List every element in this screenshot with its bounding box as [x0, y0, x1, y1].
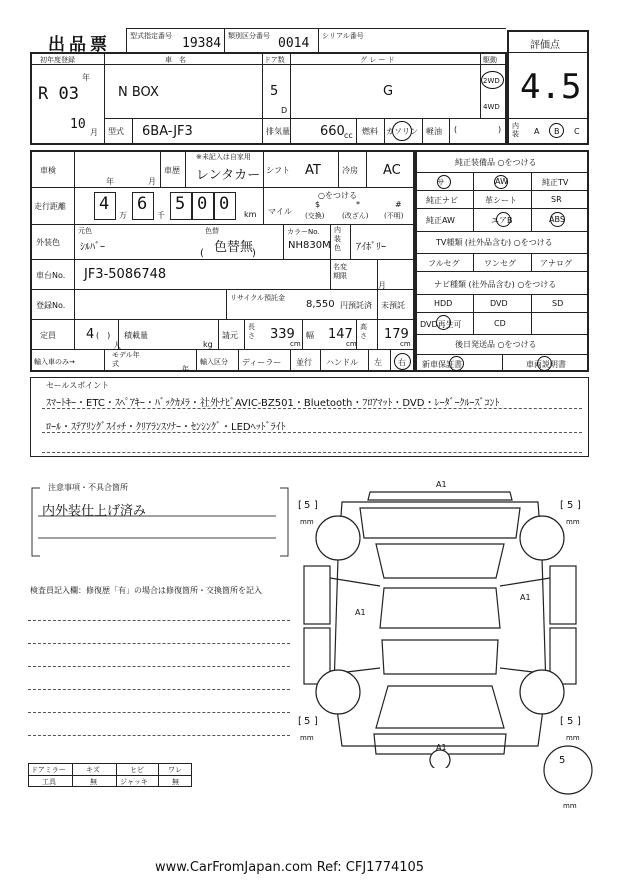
damage-a1-bottom: A1: [436, 743, 447, 752]
import-label: 輸入車のみ→: [34, 358, 75, 366]
equipment-line: [415, 334, 589, 335]
interior-color-label: 内装色: [334, 226, 341, 252]
invoice-label: 請元: [222, 331, 238, 340]
vehicle-col-line: [507, 118, 508, 145]
inspection-col-line: [226, 289, 227, 319]
drive-4wd: 4WD: [483, 103, 500, 111]
tv-analog: アナログ: [540, 259, 572, 268]
interior-c: C: [574, 127, 580, 136]
interior-a: A: [534, 127, 540, 136]
legend-jack-status: 無: [172, 778, 179, 786]
legend-tool: 工具: [42, 778, 56, 786]
meter-hash: #: [395, 200, 402, 209]
sheet-title: 出品票: [48, 35, 111, 55]
fuel-paren-open: (: [454, 125, 458, 134]
fuel-label: 燃料: [362, 127, 378, 136]
sen-unit: 千: [157, 211, 165, 220]
navi-type-title: ナビ種類 (社外品含む) ○をつける: [434, 280, 557, 289]
chassis-value: JF3-5086748: [84, 267, 167, 282]
sales-points-line1: ｽﾏｰﾄｷｰ・ETC・ｽﾍﾟｱｷｰ・ﾊﾞｯｸｶﾒﾗ・社外ﾅﾋﾞAVIC-BZ501・Bluetooth・ﾌﾛｱﾏｯﾄ・DVD・ﾚｰﾀﾞｰｸﾙｰｽﾞｺﾝﾄ: [46, 398, 500, 409]
grade-value: G: [383, 84, 394, 99]
equipment-line: [415, 231, 589, 232]
model-year-unit: 年: [182, 365, 189, 373]
inspection-col-line: [263, 150, 264, 224]
inspector-line: [28, 689, 290, 690]
capacity-paren: ( ): [96, 331, 111, 340]
import-dealer: ディーラー: [242, 358, 282, 367]
inspection-col-line: [338, 150, 339, 187]
first-reg-label: 初年度登録: [40, 56, 75, 64]
length-label: 長さ: [248, 323, 255, 340]
vehicle-col-line: [290, 52, 291, 145]
tire-tread-fl-unit: mm: [300, 518, 314, 526]
inspection-col-line: [238, 349, 239, 372]
equipment-line: [415, 190, 589, 191]
later-warranty-circle: [449, 356, 464, 371]
tire-tread-fl: 5: [304, 500, 311, 511]
car-name-label: 車 名: [165, 56, 186, 64]
color-paren-close: ): [252, 248, 256, 259]
equip-airbag: エアB: [491, 216, 513, 225]
year-unit: 年: [82, 73, 90, 82]
drive-2wd-circle: [481, 71, 504, 89]
header-divider: [224, 28, 225, 52]
equipment-col: [531, 294, 532, 334]
navi-dvd-play-circle: [436, 315, 451, 330]
tire-tread-rl-open: [: [298, 716, 302, 727]
shaken-year-unit: 年: [106, 177, 114, 186]
later-warranty: 新車保証書: [422, 360, 462, 369]
recycle-label: リサイクル預託金: [230, 294, 286, 302]
vehicle-col-line: [384, 118, 385, 145]
first-reg-month: 10: [70, 117, 86, 132]
tire-tread-fl-open: [: [298, 500, 302, 511]
notes-title: 注意事項・不具合箇所: [48, 483, 128, 492]
sales-points-line2: ﾛｰﾙ・ｽﾃｱﾘﾝｸﾞｽｲｯﾁ・ｸﾘｱﾗﾝｽｿﾅｰ・ｾﾝｼﾝｸﾞ・LEDﾍｯﾄﾞﾗｲﾄ: [46, 422, 286, 433]
mileage-digit: 0: [219, 194, 230, 214]
transfer-label: 名変期限: [333, 263, 347, 280]
inspection-col-line: [350, 224, 351, 259]
equipment-line: [415, 294, 589, 295]
equip-sr: SR: [551, 195, 562, 204]
mileage-digit: 6: [137, 194, 148, 214]
mileage-label: 走行距離: [34, 202, 66, 211]
color-none: 色替無: [214, 240, 254, 255]
inspection-col-line: [196, 349, 197, 372]
car-diagram: [290, 478, 600, 768]
inspection-col-line: [320, 349, 321, 372]
man-unit: 万: [119, 211, 127, 220]
equipment-col: [473, 294, 474, 334]
inspection-row-line: [30, 319, 415, 320]
height-label: 高さ: [360, 323, 367, 340]
model-designation-label: 型式指定番号: [130, 32, 172, 40]
inspection-row-line: [30, 289, 415, 290]
equipment-col: [502, 354, 503, 372]
capacity-value: 4: [86, 327, 95, 342]
inspection-col-line: [244, 319, 245, 349]
equipment-line: [415, 312, 589, 313]
navi-cd: CD: [494, 319, 506, 328]
damage-a1-right: A1: [520, 593, 531, 602]
equip-aw: AW: [495, 177, 508, 186]
sales-points-box: [30, 377, 589, 457]
vehicle-col-line: [422, 118, 423, 145]
inspector-line: [28, 735, 290, 736]
drive-label: 駆動: [483, 56, 497, 64]
mark-note: ○をつける: [318, 191, 357, 200]
handle-right-circle: [394, 353, 411, 370]
handle-left: 左: [374, 358, 382, 367]
inspection-col-line: [160, 150, 161, 187]
history-label: 車歴: [164, 166, 180, 175]
legend-col: [116, 763, 117, 787]
tire-tread-fr-unit: mm: [566, 518, 580, 526]
interior-b: B: [554, 127, 560, 136]
inspection-col-line: [290, 349, 291, 372]
legend-col: [158, 763, 159, 787]
equip-sunroof-circle: [437, 175, 451, 189]
width-cm: cm: [346, 340, 357, 348]
score-divider: [507, 118, 589, 119]
equip-standard-aw: 純正AW: [426, 216, 455, 225]
navi-hdd: HDD: [434, 299, 453, 308]
inspection-row-line: [30, 349, 415, 350]
meter-star: *: [356, 200, 360, 209]
inspector-line: [28, 620, 290, 621]
equipment-line: [415, 253, 589, 254]
inspector-note: 検査員記入欄：修復歴「有」の場合は修復箇所・交換箇所を記入: [30, 586, 262, 595]
equip-standard-navi: 純正ナビ: [426, 196, 458, 205]
tire-tread-fr: 5: [567, 500, 574, 511]
category-value: 0014: [278, 36, 310, 51]
fuel-gasoline: ガソリン: [386, 127, 418, 136]
vehicle-col-line: [104, 52, 105, 145]
displacement-label: 排気量: [266, 127, 290, 136]
length-value: 339: [270, 327, 295, 342]
tire-tread-rr-unit: mm: [566, 734, 580, 742]
shaken-label: 車検: [40, 166, 56, 175]
tv-oneseg: ワンセグ: [484, 259, 516, 268]
later-manual-circle: [537, 356, 552, 371]
inspection-col-line: [368, 349, 369, 372]
color-change-label: 色替: [205, 227, 219, 235]
sales-points-label: セールスポイント: [46, 381, 110, 390]
equipment-col: [473, 172, 474, 231]
vehicle-row-line: [104, 118, 507, 119]
inspection-col-line: [390, 349, 391, 372]
equip-airbag-circle: [496, 212, 511, 227]
shift-label: シフト: [266, 166, 290, 175]
fuel-gasoline-circle: [392, 121, 412, 141]
score-label: 評価点: [530, 40, 560, 51]
tire-tread-fr-close: ]: [577, 500, 581, 511]
category-label: 類別区分番号: [228, 32, 270, 40]
ac-value: AC: [383, 163, 401, 178]
tire-tread-rl-unit: mm: [300, 734, 314, 742]
score-value: 4.5: [520, 67, 582, 107]
sales-dash: [42, 432, 582, 433]
handle-label: ハンドル: [326, 358, 358, 367]
orig-color-label: 元色: [78, 227, 92, 235]
mileage-digit: 4: [99, 194, 110, 214]
meter-exchange: (交換): [305, 212, 325, 220]
shaken-month-unit: 月: [148, 177, 156, 186]
legend-break: ワレ: [168, 766, 182, 774]
sales-dash: [42, 452, 582, 453]
inspection-col-line: [104, 349, 105, 372]
color-paren-open: (: [200, 248, 204, 259]
damage-a1-top: A1: [436, 480, 447, 489]
equip-leather: 革シート: [485, 196, 517, 205]
inspector-line: [28, 643, 290, 644]
doors-value: 5: [270, 84, 279, 99]
later-shipment-title: 後日発送品 ○をつける: [455, 340, 537, 349]
orig-color-value: ｼﾙﾊﾞｰ: [80, 242, 105, 253]
tire-tread-fr-open: [: [560, 500, 564, 511]
vehicle-col-line: [262, 118, 263, 145]
vehicle-col-line: [262, 52, 263, 118]
equipment-line: [415, 271, 589, 272]
month-unit: 月: [90, 128, 98, 137]
equip-aw-circle: [494, 175, 508, 189]
navi-dvd-play: DVD再生可: [420, 320, 462, 329]
equipment-line: [415, 208, 589, 209]
header-divider: [318, 28, 319, 52]
km-unit: km: [244, 210, 257, 219]
notes-line1: 内外装仕上げ済み: [42, 504, 147, 519]
color-no-value: NH830M: [288, 240, 331, 251]
fuel-paren-close: ): [498, 125, 502, 134]
tire-tread-rr-close: ]: [577, 716, 581, 727]
transfer-month-unit: 月: [378, 281, 386, 290]
shift-value: AT: [305, 163, 321, 178]
equip-sunroof: サ: [437, 178, 445, 187]
inspection-row-line: [30, 224, 415, 225]
interior-label: 内装: [512, 122, 519, 138]
history-value: レンタカー: [196, 168, 261, 183]
width-value: 147: [328, 327, 353, 342]
later-manual: 車両説明書: [526, 360, 566, 369]
inspection-row-line: [30, 187, 415, 188]
exterior-color-label: 外装色: [36, 238, 60, 247]
cc-unit: cc: [344, 131, 353, 140]
height-value: 179: [384, 327, 409, 342]
inspection-col-line: [330, 224, 331, 289]
recycle-not: 未預託: [381, 301, 405, 310]
mileage-digit: 0: [197, 194, 208, 214]
spare-tire-value: 5: [559, 755, 566, 766]
meter-mile: マイル: [268, 207, 292, 216]
standard-equipment-title: 純正装備品 ○をつける: [455, 158, 537, 167]
score-divider: [507, 52, 589, 53]
chassis-label: 車台No.: [36, 271, 66, 280]
handle-right: 右: [398, 358, 406, 367]
capacity-label: 定員: [40, 331, 56, 340]
meter-modified: (改ざん): [342, 212, 369, 220]
tire-tread-rr-open: [: [560, 716, 564, 727]
legend-col: [72, 763, 73, 787]
length-cm: cm: [290, 340, 301, 348]
damage-a1-left: A1: [355, 608, 366, 617]
inspection-col-line: [185, 150, 186, 187]
interior-color-value: ｱｲﾎﾞﾘｰ: [356, 242, 386, 253]
equip-abs-circle: [550, 212, 565, 227]
displacement-value: 660: [320, 124, 345, 139]
recycle-deposited: 円預託済: [340, 301, 372, 310]
tire-tread-rl: 5: [304, 716, 311, 727]
equip-standard-tv: 純正TV: [542, 178, 569, 187]
spare-tire-unit: mm: [563, 802, 577, 810]
tire-tread-rl-close: ]: [314, 716, 318, 727]
import-class-label: 輸入区分: [200, 358, 228, 366]
load-label: 積載量: [124, 331, 148, 340]
model-label: 型式: [108, 127, 124, 136]
kg-unit: kg: [203, 340, 213, 349]
legend-scratch: キズ: [86, 766, 100, 774]
grade-label: グ レ ー ド: [360, 56, 395, 64]
inspection-col-line: [74, 150, 75, 349]
width-label: 幅: [306, 331, 314, 340]
fuel-diesel: 軽油: [426, 127, 442, 136]
doors-label: ドア数: [264, 56, 285, 64]
inspector-line: [28, 666, 290, 667]
inspector-line: [28, 712, 290, 713]
vehicle-col-line: [356, 118, 357, 145]
inspection-row-line: [30, 259, 415, 260]
legend-door-mirror: ドアミラー: [31, 766, 66, 774]
legend-crack: ヒビ: [130, 766, 144, 774]
model-value: 6BA-JF3: [142, 124, 193, 139]
tire-tread-rr: 5: [567, 716, 574, 727]
header-divider: [126, 28, 127, 52]
notes-bracket: [26, 480, 296, 560]
inspection-col-line: [377, 259, 378, 349]
vehicle-col-line: [132, 118, 133, 145]
sales-dash: [42, 408, 582, 409]
inspection-col-line: [283, 224, 284, 259]
history-note: ※未記入は自家用: [196, 153, 251, 161]
watermark: www.CarFromJapan.com Ref: CFJ1774105: [155, 860, 425, 875]
mileage-digit: 5: [175, 194, 186, 214]
navi-sd: SD: [552, 299, 564, 308]
equipment-col: [473, 253, 474, 271]
door-type: D: [281, 106, 288, 115]
spare-tire: [538, 740, 598, 800]
color-no-label: カラーNo.: [287, 228, 320, 236]
tv-type-title: TV種類 (社外品含む) ○をつける: [436, 238, 553, 247]
legend-tool-status: 無: [90, 778, 97, 786]
registration-label: 登録No.: [36, 301, 66, 310]
equipment-col: [531, 172, 532, 231]
drive-2wd: 2WD: [483, 77, 500, 85]
tire-tread-fl-close: ]: [314, 500, 318, 511]
equipment-col: [531, 253, 532, 271]
serial-label: シリアル番号: [322, 32, 364, 40]
tv-fullseg: フルセグ: [428, 259, 460, 268]
legend-jack: ジャッキ: [120, 778, 148, 786]
equipment-line: [415, 172, 589, 173]
meter-unknown: (不明): [384, 212, 404, 220]
person-unit: 人: [113, 341, 121, 350]
import-parallel: 並行: [296, 358, 312, 367]
model-year-label: モデル年式: [112, 351, 140, 368]
interior-b-circle: [549, 123, 564, 138]
ac-label: 冷房: [342, 166, 358, 175]
inspection-col-line: [302, 319, 303, 349]
legend-line: [28, 775, 192, 776]
height-cm: cm: [400, 340, 411, 348]
recycle-amount: 8,550: [306, 299, 335, 310]
car-name-value: N BOX: [118, 85, 159, 100]
meter-dollar: $: [315, 200, 321, 209]
inspection-col-line: [218, 319, 219, 349]
header-top-line: [126, 28, 506, 29]
equip-abs: ABS: [549, 215, 565, 224]
navi-dvd: DVD: [490, 299, 508, 308]
vehicle-col-line: [449, 118, 450, 145]
inspection-col-line: [366, 150, 367, 187]
first-reg-year: R 03: [38, 84, 79, 104]
model-designation-value: 19384: [182, 36, 222, 51]
vehicle-col-line: [480, 52, 481, 118]
